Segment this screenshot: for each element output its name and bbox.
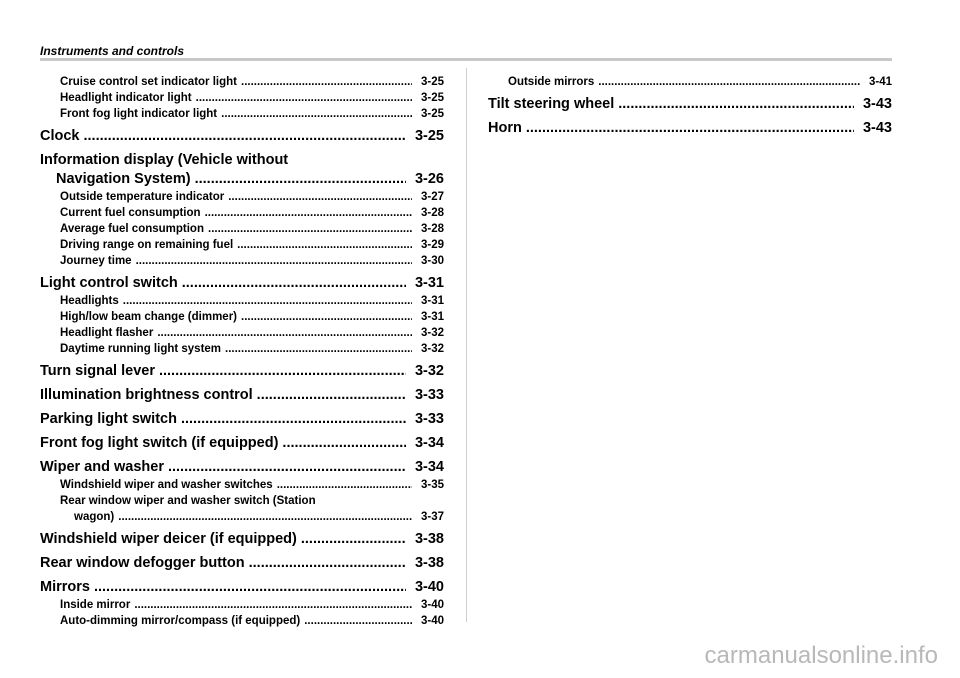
toc-entry-tilt-steering-wheel[interactable]: Tilt steering wheel ..... 3-43 — [488, 95, 892, 114]
toc-entry-driving-range[interactable]: Driving range on remaining fuel ..... 3-29 — [40, 237, 444, 253]
toc-entry-rear-wiper[interactable]: wagon) ..... 3-37 — [40, 509, 444, 525]
leader-dots — [195, 170, 406, 189]
toc-entry-clock[interactable]: Clock ..... 3-25 — [40, 127, 444, 146]
toc-entry-current-fuel[interactable]: Current fuel consumption ..... 3-28 — [40, 205, 444, 221]
toc-entry-front-fog-switch[interactable]: Front fog light switch (if equipped) ..... 3-34 — [40, 434, 444, 453]
leader-dots — [94, 578, 406, 597]
leader-dots — [257, 386, 406, 405]
toc-entry-windshield-wiper-switches[interactable]: Windshield wiper and washer switches ..... 3-35 — [40, 477, 444, 493]
toc-entry-mirrors[interactable]: Mirrors ..... 3-40 — [40, 578, 444, 597]
leader-dots — [205, 205, 412, 221]
leader-dots — [241, 74, 412, 90]
toc-entry-front-fog-indicator[interactable]: Front fog light indicator light ..... 3-25 — [40, 106, 444, 122]
leader-dots — [123, 293, 412, 309]
leader-dots — [225, 341, 412, 357]
toc-entry-wiper-and-washer[interactable]: Wiper and washer ..... 3-34 — [40, 458, 444, 477]
toc-entry-average-fuel[interactable]: Average fuel consumption ..... 3-28 — [40, 221, 444, 237]
toc-entry-rear-defogger[interactable]: Rear window defogger button ..... 3-38 — [40, 554, 444, 573]
watermark-text: carmanualsonline.info — [704, 642, 938, 669]
toc-entry-turn-signal-lever[interactable]: Turn signal lever ..... 3-32 — [40, 362, 444, 381]
toc-entry-headlight-flasher[interactable]: Headlight flasher ..... 3-32 — [40, 325, 444, 341]
leader-dots — [208, 221, 412, 237]
leader-dots — [249, 554, 406, 573]
toc-entry-horn[interactable]: Horn ..... 3-43 — [488, 119, 892, 138]
toc-entry-high-low-beam[interactable]: High/low beam change (dimmer) ..... 3-31 — [40, 309, 444, 325]
toc-entry-journey-time[interactable]: Journey time ..... 3-30 — [40, 253, 444, 269]
leader-dots — [84, 127, 407, 146]
toc-entry-cruise-control-indicator[interactable]: Cruise control set indicator light ..... 3-25 — [40, 74, 444, 90]
leader-dots — [118, 509, 412, 525]
leader-dots — [598, 74, 860, 90]
leader-dots — [159, 362, 406, 381]
column-divider — [466, 68, 467, 622]
leader-dots — [241, 309, 412, 325]
leader-dots — [237, 237, 412, 253]
leader-dots — [228, 189, 412, 205]
toc-entry-light-control-switch[interactable]: Light control switch ..... 3-31 — [40, 274, 444, 293]
leader-dots — [221, 106, 412, 122]
leader-dots — [181, 410, 406, 429]
header-rule — [40, 58, 892, 61]
leader-dots — [157, 325, 412, 341]
leader-dots — [618, 95, 854, 114]
leader-dots — [277, 477, 412, 493]
toc-entry-outside-temperature[interactable]: Outside temperature indicator ..... 3-27 — [40, 189, 444, 205]
leader-dots — [301, 530, 406, 549]
leader-dots — [282, 434, 406, 453]
toc-entry-headlights[interactable]: Headlights ..... 3-31 — [40, 293, 444, 309]
toc-entry-information-display-line1[interactable]: Information display (Vehicle without — [40, 152, 289, 168]
leader-dots — [134, 597, 412, 613]
toc-entry-headlight-indicator[interactable]: Headlight indicator light ..... 3-25 — [40, 90, 444, 106]
leader-dots — [136, 253, 412, 269]
leader-dots — [182, 274, 406, 293]
toc-entry-outside-mirrors[interactable]: Outside mirrors ..... 3-41 — [488, 74, 892, 90]
toc-left-column — [40, 74, 444, 629]
leader-dots — [304, 613, 412, 629]
toc-entry-wiper-deicer[interactable]: Windshield wiper deicer (if equipped) ..... 3-38 — [40, 530, 444, 549]
toc-entry-auto-dimming-mirror[interactable]: Auto-dimming mirror/compass (if equipped) ..... 3-40 — [40, 613, 444, 629]
toc-entry-information-display[interactable]: Navigation System) ..... 3-26 — [40, 170, 444, 189]
toc-entry-parking-light-switch[interactable]: Parking light switch ..... 3-33 — [40, 410, 444, 429]
leader-dots — [196, 90, 412, 106]
toc-entry-rear-wiper-line1[interactable]: Rear window wiper and washer switch (Station — [60, 495, 316, 507]
leader-dots — [526, 119, 854, 138]
section-header: Instruments and controls — [40, 44, 185, 58]
toc-right-column — [488, 74, 892, 138]
toc-entry-illumination-brightness[interactable]: Illumination brightness control ..... 3-33 — [40, 386, 444, 405]
toc-entry-inside-mirror[interactable]: Inside mirror ..... 3-40 — [40, 597, 444, 613]
toc-entry-daytime-running-light[interactable]: Daytime running light system ..... 3-32 — [40, 341, 444, 357]
leader-dots — [168, 458, 406, 477]
